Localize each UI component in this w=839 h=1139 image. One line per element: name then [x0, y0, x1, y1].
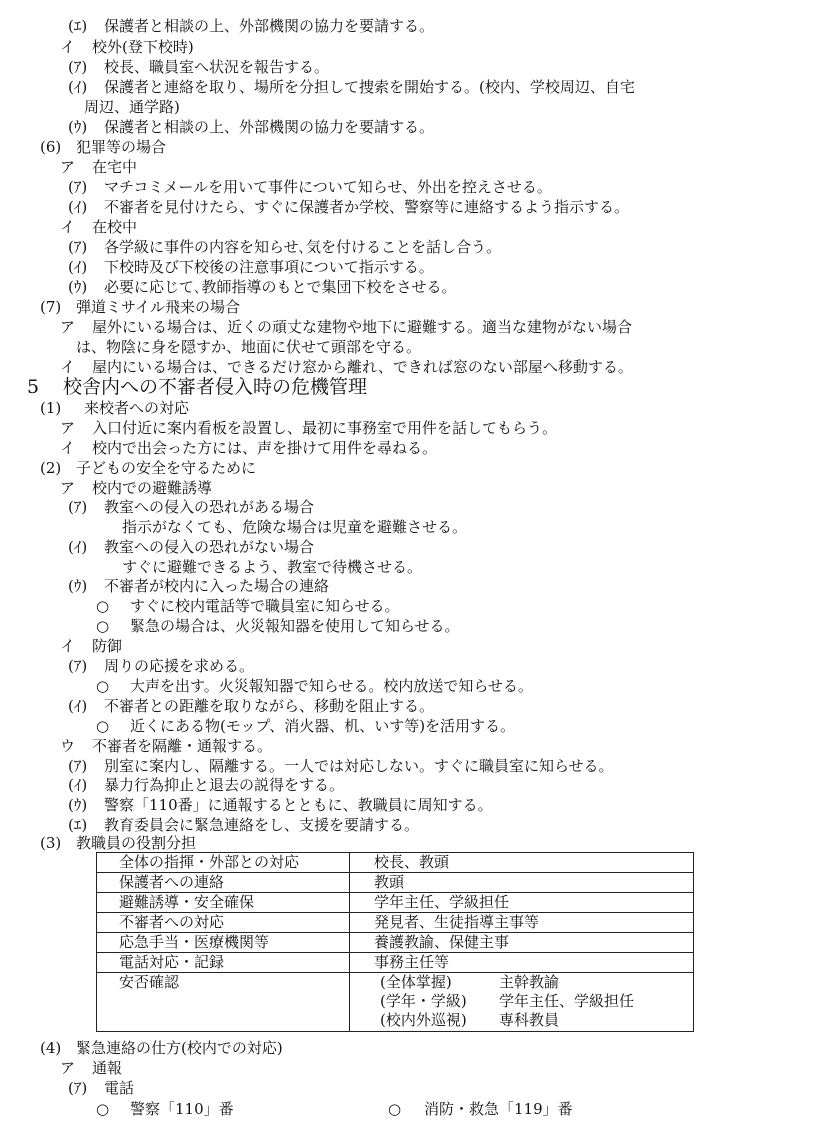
- item-line: (ｲ) 保護者と連絡を取り、場所を分担して捜索を開始する。(校内、学校周辺、自宅: [68, 78, 635, 96]
- assignee-cell: 校長、教頭: [350, 853, 694, 873]
- role-cell: 保護者への連絡: [97, 873, 350, 893]
- bullet-line: ○ 緊急の場合は、火災報知器を使用して知らせる。: [96, 617, 460, 635]
- item-line: (ｱ) 校長、職員室へ状況を報告する。: [68, 58, 330, 76]
- safety-sub-row: (校内外巡視) 専科教員: [380, 1011, 560, 1029]
- bullet-line: ○ 大声を出す。火災報知器で知らせる。校内放送で知らせる。: [96, 677, 533, 695]
- item-line: ウ 不審者を隔離・通報する。: [60, 737, 273, 755]
- section-heading: (4) 緊急連絡の仕方(校内での対応): [40, 1039, 283, 1057]
- assignee-cell: 発見者、生徒指導主事等: [350, 913, 694, 933]
- item-line-cont: 指示がなくても、危険な場合は児童を避難させる。: [122, 518, 468, 536]
- item-line-cont: 周辺、通学路): [84, 98, 180, 116]
- item-line-cont: は、物陰に身を隠すか、地面に伏せて頭部を守る。: [76, 338, 422, 356]
- item-line: (ｲ) 教室への侵入の恐れがない場合: [68, 538, 315, 556]
- item-line: イ 防御: [60, 637, 123, 655]
- item-line: (ｲ) 不審者を見付けたら、すぐに保護者か学校、警察等に連絡するよう指示する。: [68, 198, 630, 216]
- item-line: (ｱ) 各学級に事件の内容を知らせ､気を付けることを話し合う。: [68, 238, 502, 256]
- safety-sub-row: (学年・学級) 学年主任、学級担任: [380, 992, 635, 1010]
- section-heading: (2) 子どもの安全を守るために: [40, 459, 257, 477]
- section-heading: (1) 来校者への対応: [40, 399, 190, 417]
- role-cell: 電話対応・記録: [97, 953, 350, 973]
- roles-table: [96, 852, 694, 1032]
- table-row: [97, 933, 694, 953]
- role-cell: 不審者への対応: [97, 913, 350, 933]
- item-line: イ 屋内にいる場合は、できるだけ窓から離れ、できれば窓のない部屋へ移動する。: [60, 358, 633, 376]
- item-line: ア 校内での避難誘導: [60, 479, 213, 497]
- item-line: (ｱ) 別室に案内し、隔離する。一人では対応しない。すぐに職員室に知らせる。: [68, 757, 614, 775]
- item-line: (ｴ) 教育委員会に緊急連絡をし、支援を要請する。: [68, 816, 420, 834]
- role-cell: 応急手当・医療機関等: [97, 933, 350, 953]
- role-cell: 全体の指揮・外部との対応: [97, 853, 350, 873]
- item-line: (ｲ) 不審者との距離を取りながら、移動を阻止する。: [68, 697, 435, 715]
- table-row: [97, 893, 694, 913]
- assignee-cell: 養護教諭、保健主事: [350, 933, 694, 953]
- item-line: (ｳ) 保護者と相談の上、外部機関の協力を要請する。: [68, 118, 435, 136]
- item-line: (ｱ) マチコミメールを用いて事件について知らせ、外出を控えさせる。: [68, 178, 552, 196]
- table-row: [97, 973, 694, 1032]
- section-heading: (6) 犯罪等の場合: [40, 138, 167, 156]
- item-line: (ｴ) 保護者と相談の上、外部機関の協力を要請する。: [68, 17, 435, 35]
- section-heading: (7) 弾道ミサイル飛来の場合: [40, 298, 240, 316]
- section-heading: (3) 教職員の役割分担: [40, 834, 197, 852]
- assignee-cell: [350, 973, 694, 1032]
- table-row: [97, 913, 694, 933]
- item-line: (ｱ) 教室への侵入の恐れがある場合: [68, 498, 315, 516]
- bullet-line: ○ 近くにある物(モップ、消火器、机、いす等)を活用する。: [96, 717, 516, 735]
- assignee-cell: 学年主任、学級担任: [350, 893, 694, 913]
- item-line: (ｳ) 警察「110番」に通報するとともに、教職員に周知する。: [68, 796, 493, 814]
- item-line: イ 在校中: [60, 218, 138, 236]
- item-line: イ 校内で出会った方には、声を掛けて用件を尋ねる。: [60, 439, 438, 457]
- item-line: (ｲ) 暴力行為抑止と退去の説得をする。: [68, 776, 345, 794]
- safety-sub-row: (全体掌握) 主幹教諭: [380, 973, 560, 991]
- police-number: ○ 警察「110」番: [96, 1100, 234, 1118]
- assignee-cell: 事務主任等: [350, 953, 694, 973]
- item-line: (ｳ) 不審者が校内に入った場合の連絡: [68, 577, 330, 595]
- item-line: イ 校外(登下校時): [60, 38, 194, 56]
- table-row: [97, 953, 694, 973]
- table-row: [97, 853, 694, 873]
- table-row: [97, 873, 694, 893]
- item-line: ア 通報: [60, 1059, 123, 1077]
- chapter-heading: 5 校舎内への不審者侵入時の危機管理: [27, 376, 368, 398]
- role-cell: 安否確認: [97, 973, 350, 1032]
- item-line: (ｲ) 下校時及び下校後の注意事項について指示する。: [68, 258, 434, 276]
- item-line: (ｱ) 周りの応援を求める。: [68, 657, 255, 675]
- item-line-cont: すぐに避難できるよう、教室で待機させる。: [122, 558, 423, 576]
- item-line: ア 屋外にいる場合は、近くの頑丈な建物や地下に避難する。適当な建物がない場合: [60, 318, 633, 336]
- item-line: (ｱ) 電話: [68, 1079, 135, 1097]
- item-line: ア 在宅中: [60, 158, 138, 176]
- role-cell: 避難誘導・安全確保: [97, 893, 350, 913]
- assignee-cell: 教頭: [350, 873, 694, 893]
- item-line: ア 入口付近に案内看板を設置し、最初に事務室で用件を話してもらう。: [60, 419, 558, 437]
- fire-number: ○ 消防・救急「119」番: [388, 1100, 573, 1118]
- bullet-line: ○ すぐに校内電話等で職員室に知らせる。: [96, 597, 400, 615]
- item-line: (ｳ) 必要に応じて､教師指導のもとで集団下校をさせる。: [68, 278, 457, 296]
